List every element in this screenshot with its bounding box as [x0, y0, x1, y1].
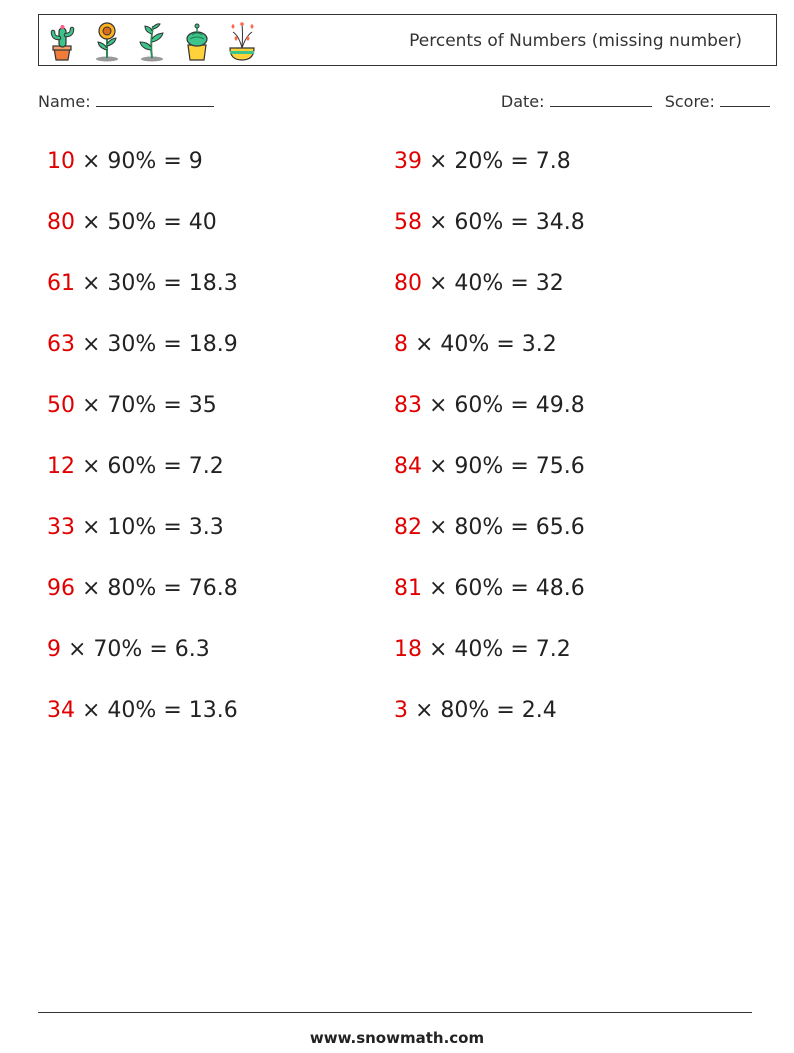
problem-answer: 8: [394, 332, 408, 357]
problem-expression: × 80% = 65.6: [429, 515, 585, 540]
problem-expression: × 60% = 49.8: [429, 393, 585, 418]
problem-8: [394, 329, 741, 390]
potted-plant-icon: [180, 20, 214, 62]
problem-17: [47, 634, 394, 695]
problem-answer: 10: [47, 149, 75, 174]
problem-18: [394, 634, 741, 695]
problem-expression: × 70% = 35: [82, 393, 217, 418]
problem-1: [47, 146, 394, 207]
date-label: Date:: [500, 92, 545, 111]
problem-3: [47, 207, 394, 268]
problem-expression: × 50% = 40: [82, 210, 217, 235]
problem-answer: 9: [47, 637, 61, 662]
worksheet-title: Percents of Numbers (missing number): [409, 31, 742, 51]
problem-expression: × 90% = 75.6: [429, 454, 585, 479]
problem-expression: × 40% = 3.2: [415, 332, 557, 357]
problem-answer: 81: [394, 576, 422, 601]
problem-answer: 58: [394, 210, 422, 235]
problem-answer: 61: [47, 271, 75, 296]
problem-2: [394, 146, 741, 207]
problem-expression: × 40% = 32: [429, 271, 564, 296]
problem-7: [47, 329, 394, 390]
name-label: Name:: [38, 92, 91, 111]
problem-answer: 80: [47, 210, 75, 235]
problem-answer: 12: [47, 454, 75, 479]
problem-11: [47, 451, 394, 512]
date-score-field: [501, 92, 770, 111]
cactus-pot-icon: [45, 20, 79, 62]
problem-expression: × 40% = 13.6: [82, 698, 238, 723]
problem-answer: 83: [394, 393, 422, 418]
problem-expression: × 90% = 9: [82, 149, 203, 174]
problem-answer: 96: [47, 576, 75, 601]
problem-answer: 50: [47, 393, 75, 418]
score-label: Score:: [664, 92, 715, 111]
problem-16: [394, 573, 741, 634]
problem-15: [47, 573, 394, 634]
problem-5: [47, 268, 394, 329]
problem-expression: × 60% = 34.8: [429, 210, 585, 235]
problem-4: [394, 207, 741, 268]
problem-answer: 33: [47, 515, 75, 540]
problem-expression: × 80% = 2.4: [415, 698, 557, 723]
problem-expression: × 60% = 48.6: [429, 576, 585, 601]
problem-answer: 34: [47, 698, 75, 723]
hanging-heart-plant-icon: [225, 20, 259, 62]
problem-6: [394, 268, 741, 329]
problem-13: [47, 512, 394, 573]
problem-19: [47, 695, 394, 756]
footer-divider: [38, 1012, 752, 1013]
problem-12: [394, 451, 741, 512]
problem-expression: × 20% = 7.8: [429, 149, 571, 174]
plant-icons: [45, 20, 259, 62]
problem-10: [394, 390, 741, 451]
sunflower-icon: [90, 20, 124, 62]
problem-answer: 18: [394, 637, 422, 662]
problem-expression: × 70% = 6.3: [68, 637, 210, 662]
problem-expression: × 40% = 7.2: [429, 637, 571, 662]
score-blank: [720, 92, 770, 107]
problem-expression: × 30% = 18.9: [82, 332, 238, 357]
name-blank: [96, 92, 214, 107]
problem-answer: 39: [394, 149, 422, 174]
problem-expression: × 10% = 3.3: [82, 515, 224, 540]
problem-answer: 3: [394, 698, 408, 723]
problem-answer: 84: [394, 454, 422, 479]
problem-expression: × 60% = 7.2: [82, 454, 224, 479]
problem-expression: × 80% = 76.8: [82, 576, 238, 601]
problem-9: [47, 390, 394, 451]
problem-20: [394, 695, 741, 756]
sprout-icon: [135, 20, 169, 62]
problem-14: [394, 512, 741, 573]
name-field: [38, 92, 214, 111]
problem-answer: 82: [394, 515, 422, 540]
date-blank: [550, 92, 652, 107]
problem-answer: 80: [394, 271, 422, 296]
problem-grid: [47, 146, 747, 756]
problem-answer: 63: [47, 332, 75, 357]
footer-url: www.snowmath.com: [309, 1029, 485, 1047]
worksheet-header: [38, 14, 777, 66]
problem-expression: × 30% = 18.3: [82, 271, 238, 296]
